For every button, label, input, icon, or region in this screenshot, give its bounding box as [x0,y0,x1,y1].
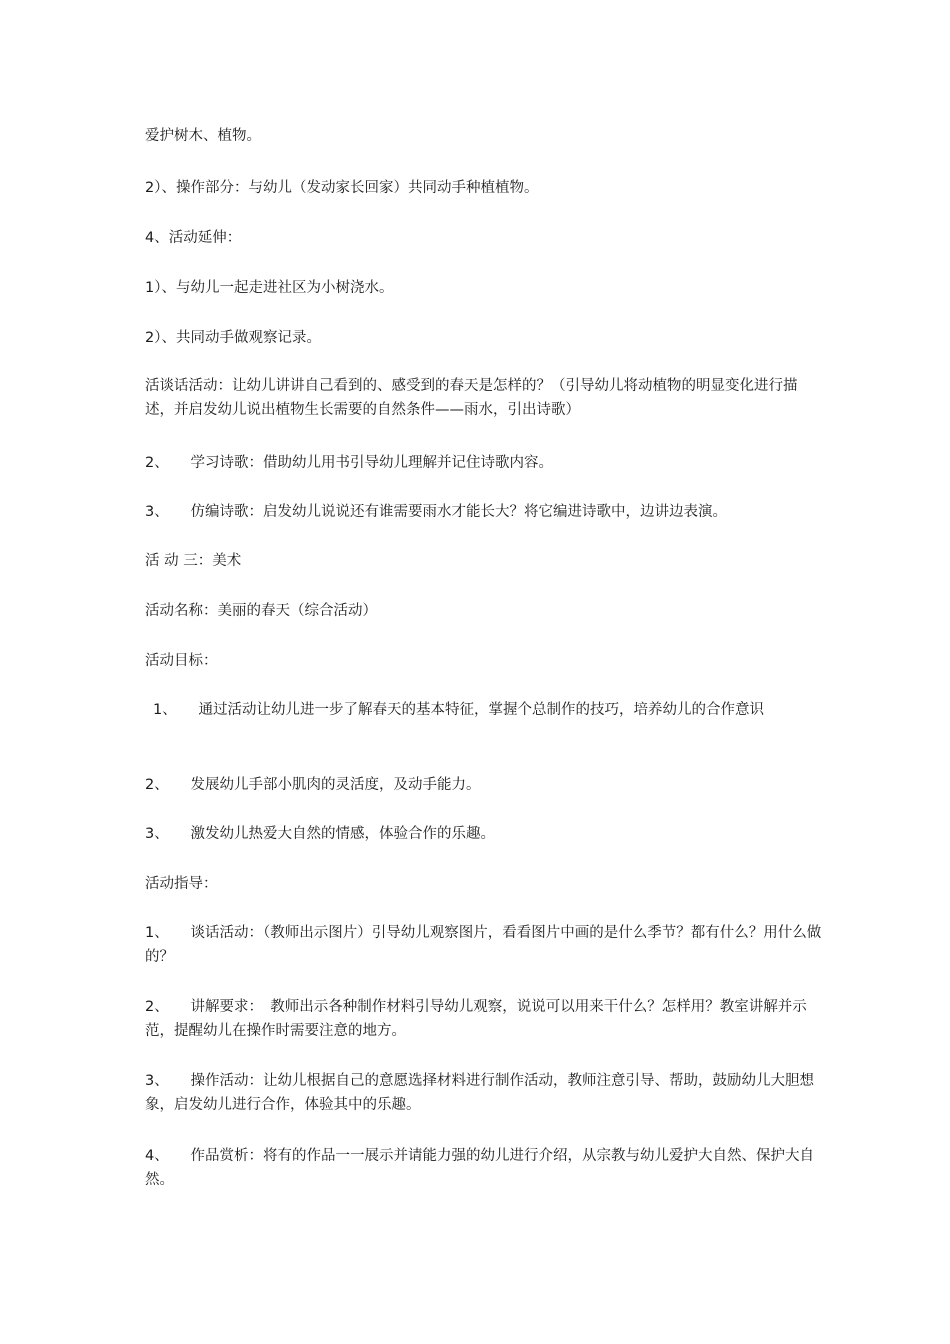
paragraph: 2）、共同动手做观察记录。 [145,330,321,346]
paragraph: 1、 通过活动让幼儿进一步了解春天的基本特征，掌握个总制作的技巧，培养幼儿的合作意识 [153,702,764,718]
paragraph: 爱护树木、植物。 [145,128,261,144]
paragraph: 活动目标： [145,653,218,669]
paragraph: 3、 操作活动：让幼儿根据自己的意愿选择材料进行制作活动，教师注意引导、帮助，鼓励幼儿大胆想象，启发幼儿进行合作，体验其中的乐趣。 [145,1073,814,1113]
paragraph: 2、 发展幼儿手部小肌肉的灵活度，及动手能力。 [145,777,481,793]
paragraph: 3、 仿编诗歌：启发幼儿说说还有谁需要雨水才能长大？将它编进诗歌中，边讲边表演。 [145,504,727,520]
paragraph: 2、 讲解要求： 教师出示各种制作材料引导幼儿观察，说说可以用来干什么？怎样用？教室讲解并示范，提醒幼儿在操作时需要注意的地方。 [145,999,807,1039]
paragraph: 活动名称：美丽的春天（综合活动） [145,603,377,619]
paragraph: 4、活动延伸： [145,230,242,246]
section-heading: 活 动 三：美术 [145,553,242,569]
paragraph: 2）、操作部分：与幼儿（发动家长回家）共同动手种植植物。 [145,180,539,196]
paragraph: 1）、与幼儿一起走进社区为小树浇水。 [145,280,394,296]
paragraph: 1、 谈话活动：（教师出示图片）引导幼儿观察图片，看看图片中画的是什么季节？都有什么？用什么做的？ [145,925,822,965]
paragraph: 活动指导： [145,876,218,892]
paragraph: 2、 学习诗歌：借助幼儿用书引导幼儿理解并记住诗歌内容。 [145,455,553,471]
paragraph: 活谈话活动：让幼儿讲讲自己看到的、感受到的春天是怎样的？（引导幼儿将动植物的明显变化进行描述，并启发幼儿说出植物生长需要的自然条件——雨水，引出诗歌） [145,378,798,418]
paragraph: 3、 激发幼儿热爱大自然的情感，体验合作的乐趣。 [145,826,495,842]
paragraph: 4、 作品赏析：将有的作品一一展示并请能力强的幼儿进行介绍，从宗教与幼儿爱护大自然、保护大自然。 [145,1148,814,1188]
